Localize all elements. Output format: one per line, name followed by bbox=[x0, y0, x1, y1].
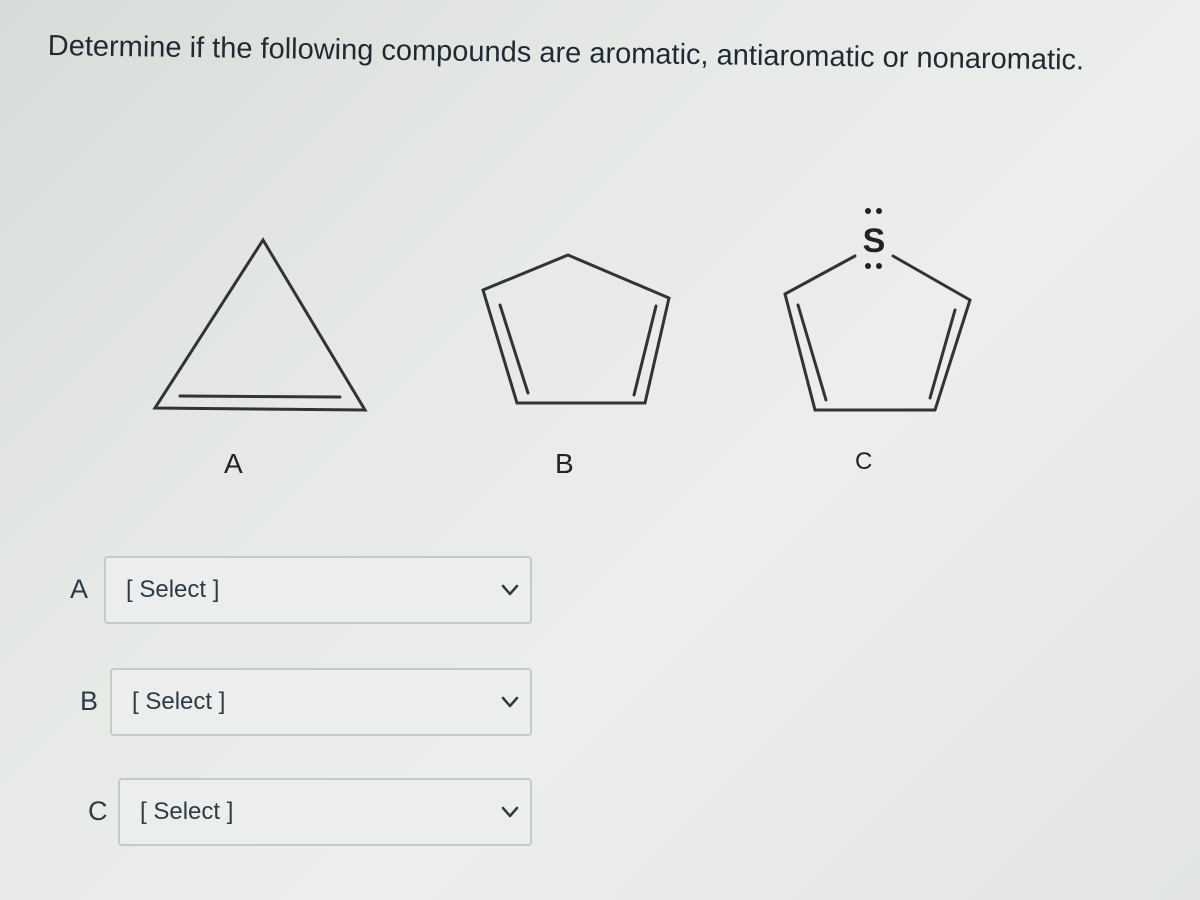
answer-label-b: B bbox=[80, 686, 99, 716]
select-value-a: [ Select ] bbox=[126, 576, 220, 603]
sulfur-atom-label: S bbox=[862, 222, 886, 260]
structure-a-cyclopropene bbox=[155, 240, 365, 410]
answer-label-a: A bbox=[70, 574, 89, 604]
answer-label-c: C bbox=[88, 796, 108, 826]
structure-b-label: B bbox=[555, 448, 574, 479]
question-text: Determine if the following compounds are aromatic, antiaromatic or nonaromatic. bbox=[47, 30, 1085, 77]
structure-b-cyclopentadiene bbox=[483, 255, 669, 403]
chevron-down-icon bbox=[500, 580, 520, 600]
select-dropdown-b[interactable] bbox=[110, 668, 532, 736]
select-dropdown-a[interactable] bbox=[104, 556, 532, 624]
structure-a-label: A bbox=[224, 448, 243, 479]
structure-c-thiophene bbox=[785, 256, 970, 410]
chevron-down-icon bbox=[500, 692, 520, 712]
select-value-c: [ Select ] bbox=[140, 798, 234, 825]
select-value-b: [ Select ] bbox=[132, 688, 226, 715]
answer-row-b bbox=[80, 668, 540, 740]
chevron-down-icon bbox=[500, 802, 520, 822]
answer-row-c bbox=[88, 778, 540, 850]
structure-c-label: C bbox=[855, 448, 873, 475]
answer-row-a bbox=[70, 556, 540, 628]
select-dropdown-c[interactable] bbox=[118, 778, 532, 846]
